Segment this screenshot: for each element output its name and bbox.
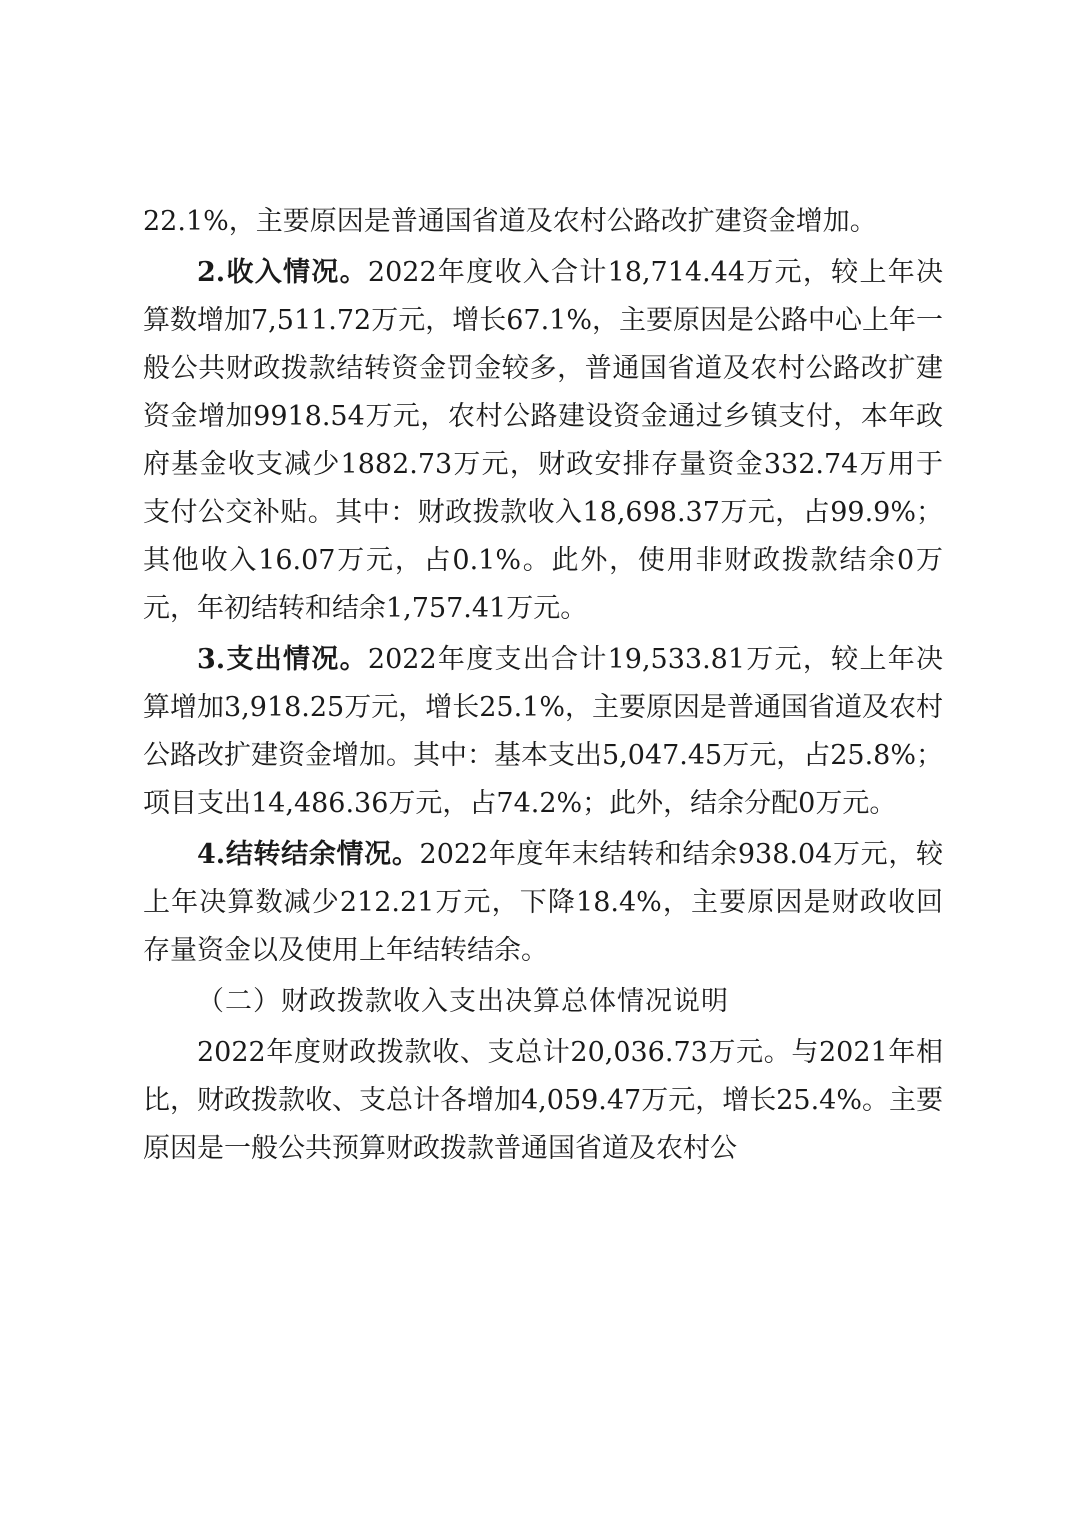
section-heading-fiscal-appropriation (143, 978, 943, 1026)
paragraph-carryover (143, 831, 943, 975)
income-text: 2022年度收入合计18,714.44万元，较上年决算数增加7,511.72万元，增长67.1%，主要原因是公路中心上年一般公共财政拨款结转资金罚金较多，普通国省道及农村公路改扩建资金增加9918.54万元，农村公路建设资金通过乡镇支付，本年政府基金收支减少1882.73万元，财政安排存量资金332.74万用于支付公交补贴。其中：财政拨款收入18,698.37万元，占99.9%；其他收入16.07万元，占0.1%。此外，使用非财政拨款结余0万元，年初结转和结余1,757.41万元。 (143, 257, 944, 624)
paragraph-expenditure (143, 636, 943, 828)
carryover-heading: 4.结转结余情况。 (197, 839, 420, 870)
carryover-text: 2022年度年末结转和结余938.04万元，较上年决算数减少212.21万元，下降18.4%，主要原因是财政收回存量资金以及使用上年结转结余。 (143, 839, 944, 966)
paragraph-text: 22.1%，主要原因是普通国省道及农村公路改扩建资金增加。 (143, 206, 877, 237)
expenditure-text: 2022年度支出合计19,533.81万元，较上年决算增加3,918.25万元，增长25.1%，主要原因是普通国省道及农村公路改扩建资金增加。其中：基本支出5,047.45万元，占25.8%；项目支出14,486.36万元，占74.2%；此外，结余分配0万元。 (143, 644, 944, 819)
section-heading-text: （二）财政拨款收入支出决算总体情况说明 (197, 986, 729, 1017)
fiscal-total-text: 2022年度财政拨款收、支总计20,036.73万元。与2021年相比，财政拨款收、支总计各增加4,059.47万元，增长25.4%。主要原因是一般公共预算财政拨款普通国省道及农村公 (143, 1037, 944, 1164)
paragraph-income (143, 249, 943, 633)
paragraph-continuation (143, 198, 943, 246)
income-heading: 2.收入情况。 (197, 257, 368, 288)
expenditure-heading: 3.支出情况。 (197, 644, 368, 675)
document-page (143, 198, 943, 1176)
paragraph-fiscal-total (143, 1029, 943, 1173)
